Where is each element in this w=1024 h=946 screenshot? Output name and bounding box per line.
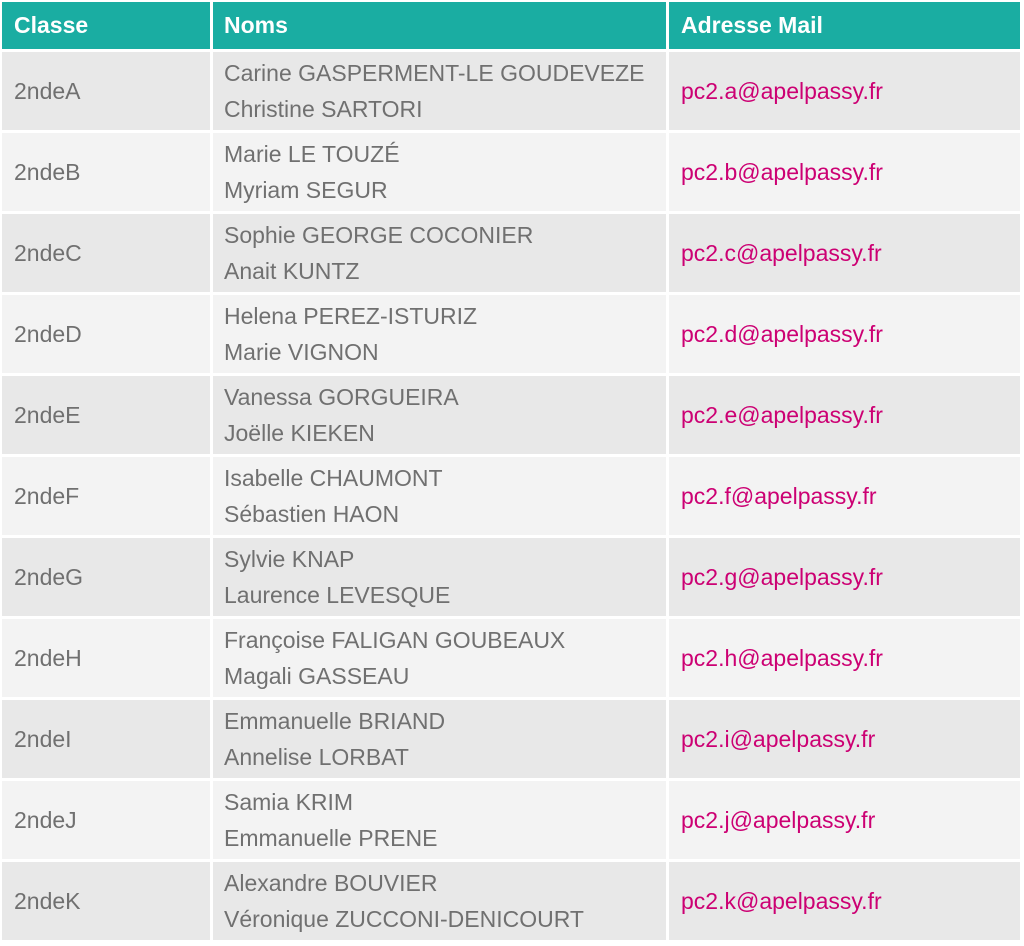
parent-name: Helena PEREZ-ISTURIZ bbox=[224, 303, 478, 329]
classe-cell: 2ndeD bbox=[2, 295, 213, 373]
parent-name: Véronique ZUCCONI-DENICOURT bbox=[224, 906, 584, 932]
classe-cell: 2ndeF bbox=[2, 457, 213, 535]
mail-link[interactable]: pc2.g@apelpassy.fr bbox=[681, 563, 883, 590]
table-row bbox=[2, 457, 1020, 538]
mail-link[interactable]: pc2.b@apelpassy.fr bbox=[681, 158, 883, 185]
noms-cell bbox=[213, 781, 669, 859]
classe-cell: 2ndeE bbox=[2, 376, 213, 454]
parent-name: Sophie GEORGE COCONIER bbox=[224, 222, 534, 248]
table-row bbox=[2, 700, 1020, 781]
mail-link[interactable]: pc2.e@apelpassy.fr bbox=[681, 401, 883, 428]
parent-name: Joëlle KIEKEN bbox=[224, 420, 375, 446]
table-row bbox=[2, 52, 1020, 133]
parent-name: Magali GASSEAU bbox=[224, 663, 410, 689]
classe-cell: 2ndeG bbox=[2, 538, 213, 616]
parent-name: Carine GASPERMENT-LE GOUDEVEZE bbox=[224, 60, 645, 86]
parent-name: Anait KUNTZ bbox=[224, 258, 360, 284]
noms-cell bbox=[213, 538, 669, 616]
mail-link[interactable]: pc2.k@apelpassy.fr bbox=[681, 887, 882, 914]
header-classe: Classe bbox=[2, 2, 213, 49]
parent-name: Laurence LEVESQUE bbox=[224, 582, 451, 608]
classe-cell: 2ndeK bbox=[2, 862, 213, 940]
classe-cell: 2ndeA bbox=[2, 52, 213, 130]
mail-link[interactable]: pc2.j@apelpassy.fr bbox=[681, 806, 876, 833]
classe-cell: 2ndeI bbox=[2, 700, 213, 778]
table-header bbox=[2, 2, 1020, 52]
parent-name: Marie LE TOUZÉ bbox=[224, 141, 400, 167]
parent-name: Alexandre BOUVIER bbox=[224, 870, 438, 896]
noms-cell bbox=[213, 619, 669, 697]
header-mail: Adresse Mail bbox=[681, 12, 823, 38]
table-row bbox=[2, 376, 1020, 457]
noms-cell bbox=[213, 52, 669, 130]
table-row bbox=[2, 538, 1020, 619]
noms-cell bbox=[213, 133, 669, 211]
header-noms: Noms bbox=[213, 2, 669, 49]
parent-name: Vanessa GORGUEIRA bbox=[224, 384, 459, 410]
noms-cell bbox=[213, 214, 669, 292]
class-contacts-table bbox=[2, 2, 1020, 943]
table-row bbox=[2, 862, 1020, 943]
table-row bbox=[2, 619, 1020, 700]
noms-cell bbox=[213, 700, 669, 778]
classe-cell: 2ndeJ bbox=[2, 781, 213, 859]
mail-link[interactable]: pc2.c@apelpassy.fr bbox=[681, 239, 882, 266]
mail-link[interactable]: pc2.i@apelpassy.fr bbox=[681, 725, 876, 752]
table-row bbox=[2, 214, 1020, 295]
parent-name: Françoise FALIGAN GOUBEAUX bbox=[224, 627, 566, 653]
parent-name: Samia KRIM bbox=[224, 789, 354, 815]
noms-cell bbox=[213, 862, 669, 940]
mail-link[interactable]: pc2.f@apelpassy.fr bbox=[681, 482, 877, 509]
parent-name: Emmanuelle BRIAND bbox=[224, 708, 446, 734]
mail-link[interactable]: pc2.d@apelpassy.fr bbox=[681, 320, 883, 347]
noms-cell bbox=[213, 295, 669, 373]
mail-link[interactable]: pc2.h@apelpassy.fr bbox=[681, 644, 883, 671]
classe-cell: 2ndeB bbox=[2, 133, 213, 211]
classe-cell: 2ndeH bbox=[2, 619, 213, 697]
classe-cell: 2ndeC bbox=[2, 214, 213, 292]
noms-cell bbox=[213, 457, 669, 535]
table-row bbox=[2, 781, 1020, 862]
parent-name: Myriam SEGUR bbox=[224, 177, 388, 203]
parent-name: Isabelle CHAUMONT bbox=[224, 465, 443, 491]
parent-name: Annelise LORBAT bbox=[224, 744, 409, 770]
noms-cell bbox=[213, 376, 669, 454]
parent-name: Marie VIGNON bbox=[224, 339, 379, 365]
parent-name: Sébastien HAON bbox=[224, 501, 400, 527]
table-row bbox=[2, 295, 1020, 376]
parent-name: Sylvie KNAP bbox=[224, 546, 355, 572]
mail-link[interactable]: pc2.a@apelpassy.fr bbox=[681, 77, 883, 104]
parent-name: Christine SARTORI bbox=[224, 96, 423, 122]
parent-name: Emmanuelle PRENE bbox=[224, 825, 438, 851]
table-row bbox=[2, 133, 1020, 214]
